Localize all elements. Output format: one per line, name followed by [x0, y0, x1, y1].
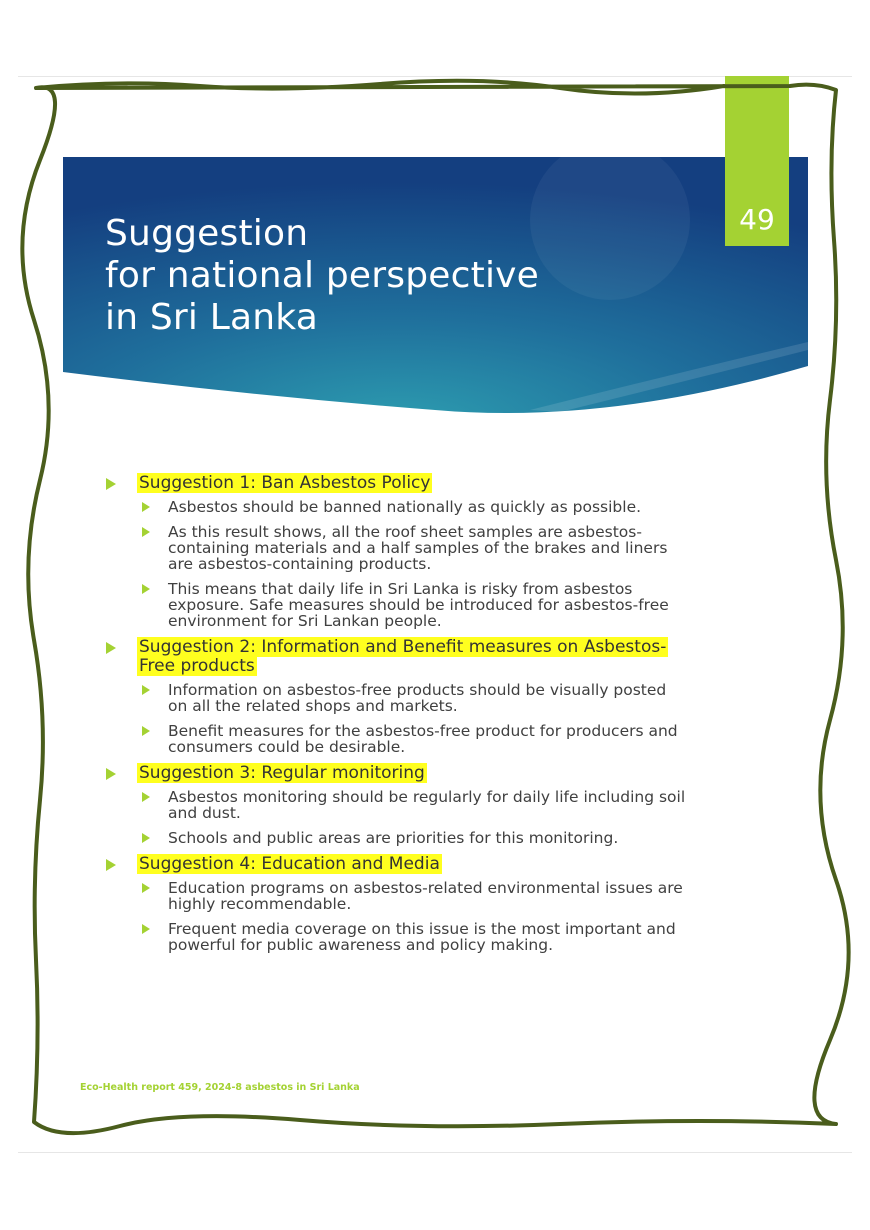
- slide-title-line-3: in Sri Lanka: [105, 297, 318, 338]
- bullet-arrow-icon: [142, 726, 150, 736]
- bullet-arrow-icon: [142, 584, 150, 594]
- list-item: Asbestos should be banned nationally as quickly as possible.: [106, 499, 686, 515]
- bullet-arrow-icon: [142, 924, 150, 934]
- suggestions-content: [106, 468, 686, 962]
- list-item: This means that daily life in Sri Lanka is risky from asbestos exposure. Safe measures should be introduced for asbestos-free environment for Sri Lankan people.: [106, 581, 686, 629]
- suggestion-2-heading: Suggestion 2: Information and Benefit measures on Asbestos-Free products: [139, 637, 667, 676]
- list-item: Asbestos monitoring should be regularly for daily life including soil and dust.: [106, 789, 686, 821]
- footer-report-reference: Eco-Health report 459, 2024-8 asbestos in Sri Lanka: [80, 1082, 360, 1093]
- bullet-arrow-icon: [142, 883, 150, 893]
- list-item: Benefit measures for the asbestos-free product for producers and consumers could be desirable.: [106, 723, 686, 755]
- bullet-arrow-icon: [142, 527, 150, 537]
- bullet-arrow-icon: [106, 478, 116, 490]
- bullet-arrow-icon: [142, 833, 150, 843]
- bullet-arrow-icon: [106, 768, 116, 780]
- bullet-arrow-icon: [142, 792, 150, 802]
- suggestion-2-bullets: [106, 682, 686, 755]
- suggestion-3-heading: Suggestion 3: Regular monitoring: [139, 763, 425, 783]
- suggestion-1: [106, 474, 686, 629]
- suggestion-1-bullets: [106, 499, 686, 629]
- suggestion-2: [106, 638, 686, 755]
- list-item: Education programs on asbestos-related environmental issues are highly recommendable.: [106, 880, 686, 912]
- bullet-arrow-icon: [106, 642, 116, 654]
- slide-title-line-2: for national perspective: [105, 255, 540, 296]
- bullet-arrow-icon: [106, 859, 116, 871]
- slide-title-line-1: Suggestion: [105, 213, 309, 254]
- list-item: As this result shows, all the roof sheet samples are asbestos-containing materials and a half samples of the brakes and liners are asbestos-containing products.: [106, 524, 686, 572]
- list-item: Schools and public areas are priorities for this monitoring.: [106, 830, 686, 846]
- bullet-arrow-icon: [142, 685, 150, 695]
- list-item: Information on asbestos-free products should be visually posted on all the related shops and markets.: [106, 682, 686, 714]
- suggestion-4-bullets: [106, 880, 686, 953]
- suggestion-3: [106, 764, 686, 846]
- list-item: Frequent media coverage on this issue is the most important and powerful for public awareness and policy making.: [106, 921, 686, 953]
- page-number: 49: [739, 203, 775, 236]
- bullet-arrow-icon: [142, 502, 150, 512]
- suggestion-4: [106, 855, 686, 953]
- suggestion-4-heading: Suggestion 4: Education and Media: [139, 854, 440, 874]
- suggestion-1-heading: Suggestion 1: Ban Asbestos Policy: [139, 473, 431, 493]
- suggestion-3-bullets: [106, 789, 686, 846]
